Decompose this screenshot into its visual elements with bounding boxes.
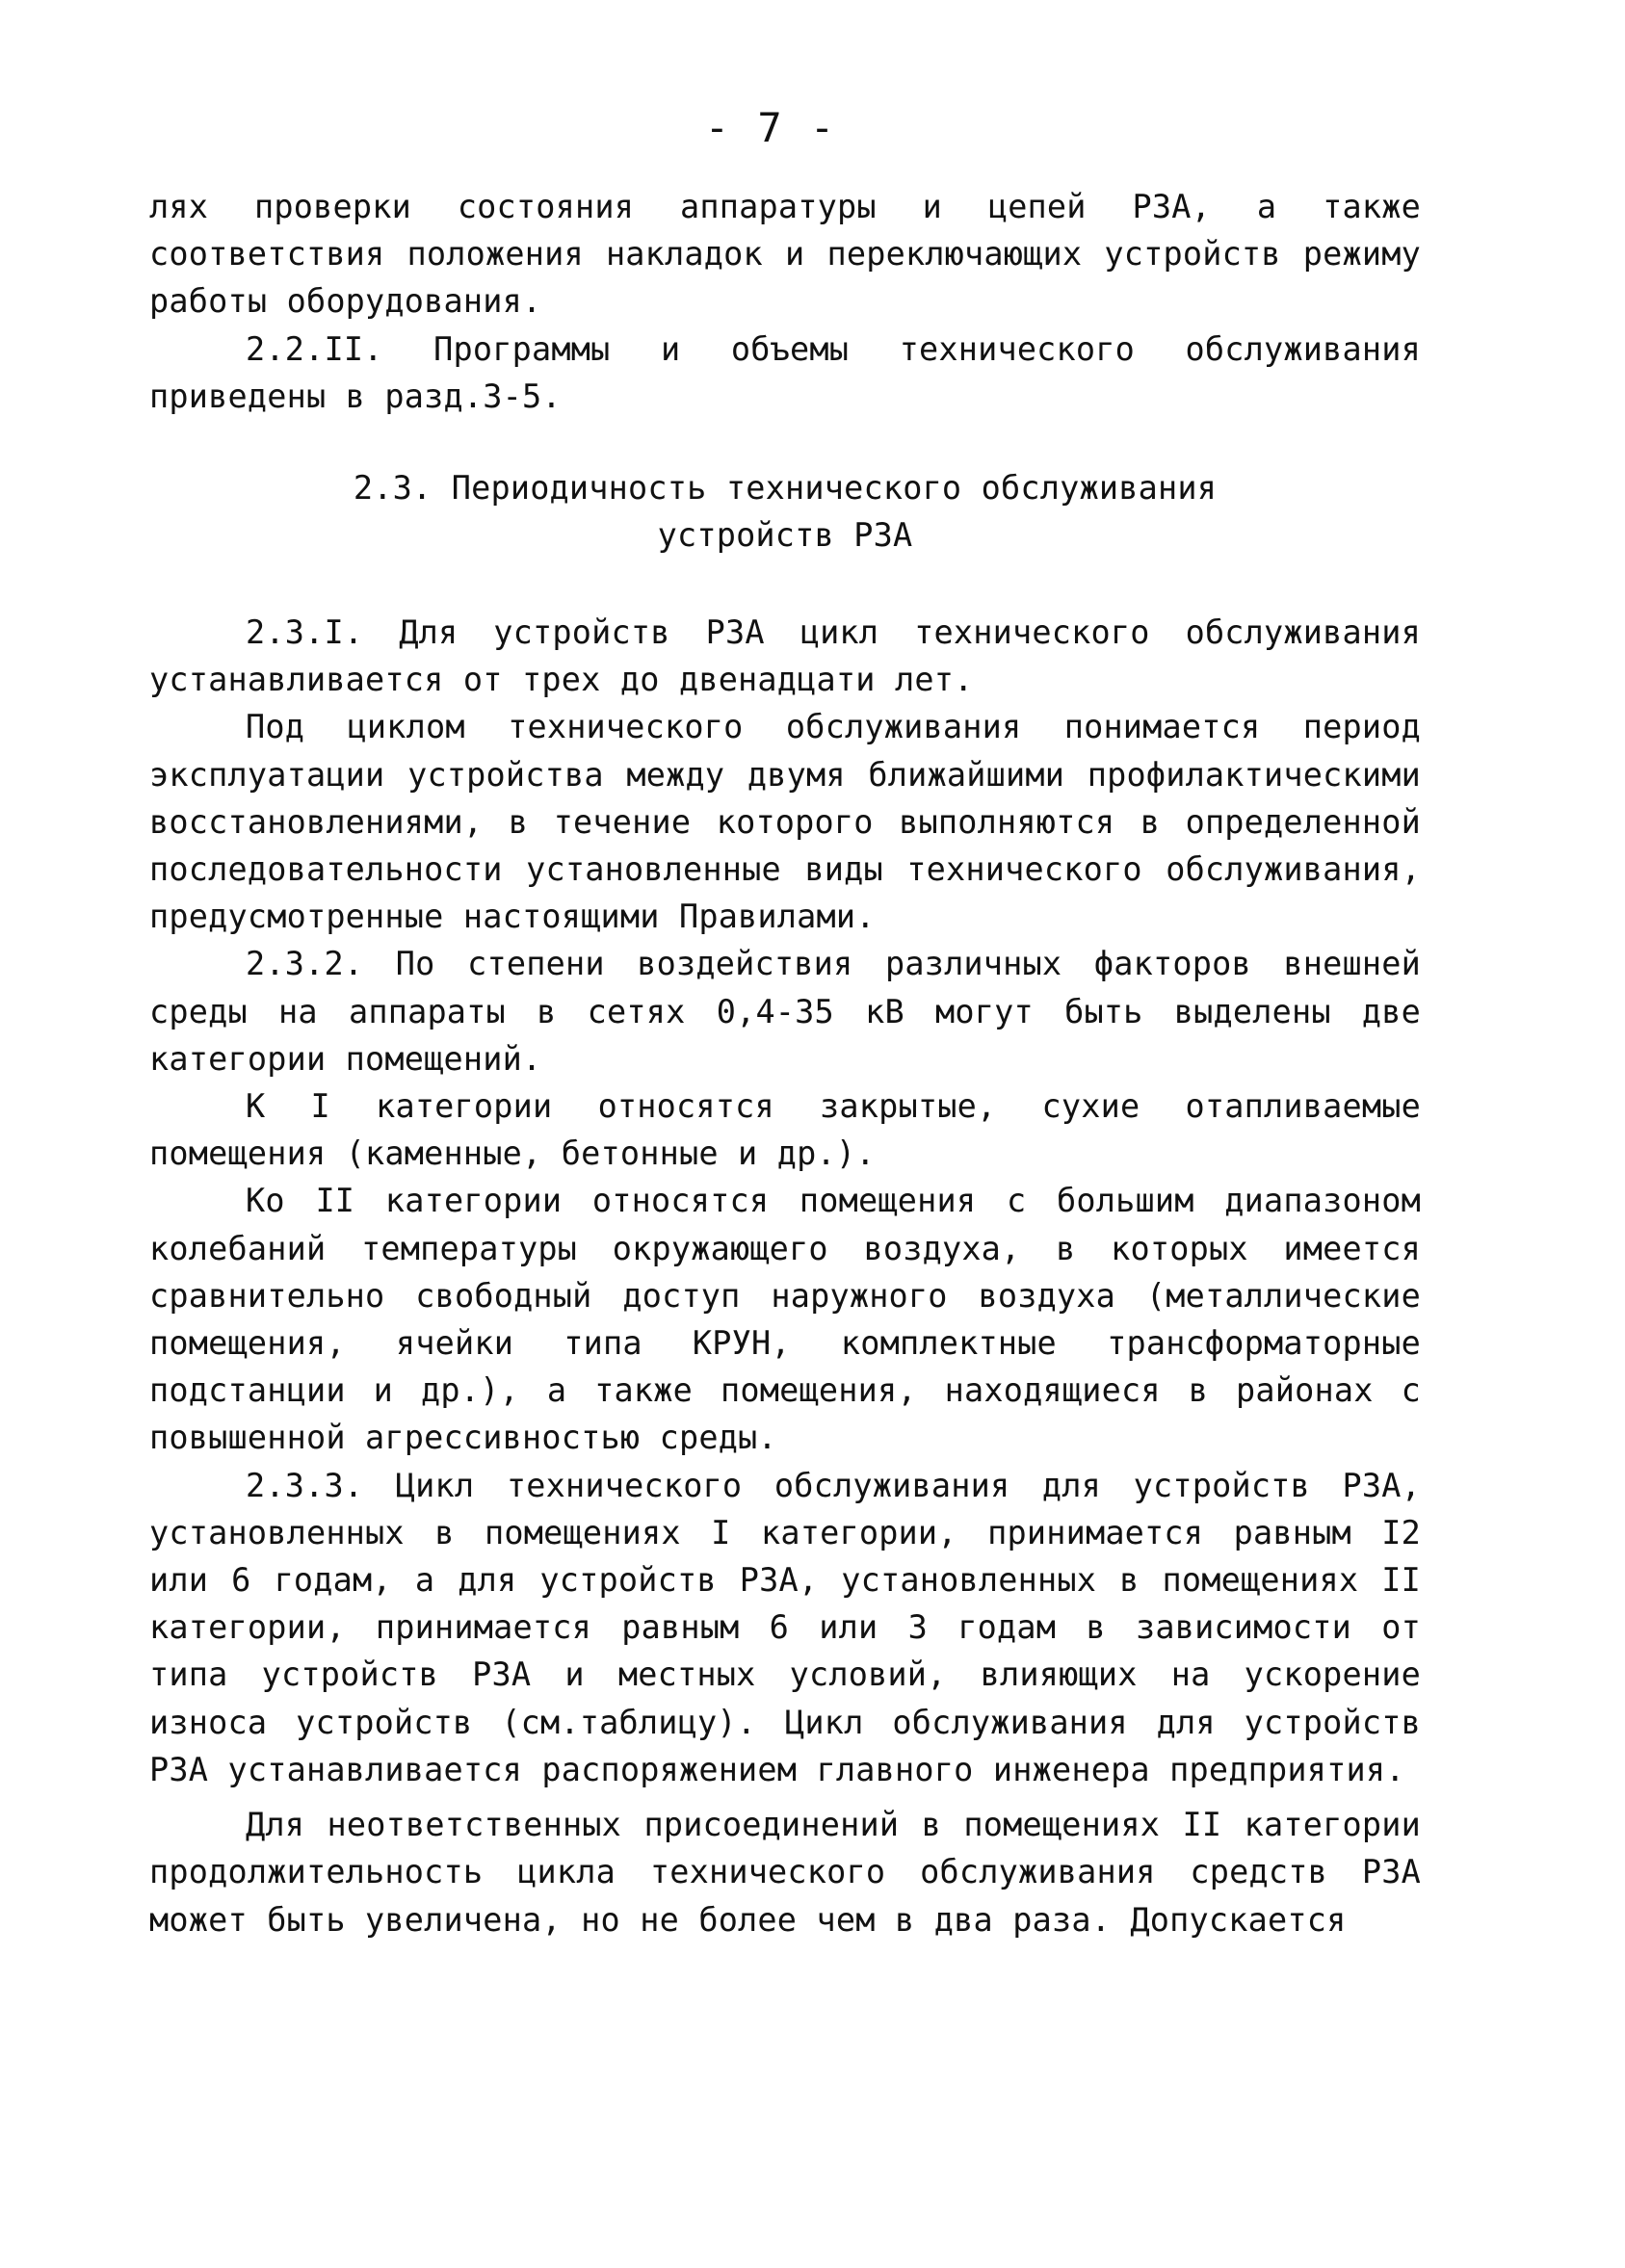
page-number: - 7 - — [704, 104, 837, 151]
section-heading-line-1: 2.3. Периодичность технического обслуживания — [353, 469, 1218, 508]
section-heading-2-3 — [149, 464, 1421, 559]
paragraph-2-3-3: 2.3.3. Цикл технического обслуживания для устройств РЗА, установленных в помещениях I категории, принимается равным I2 или 6 годам, а для устройств РЗА, установленных в помещениях II категории, принимается равным 6 или 3 годам в зависимости от типа устройств РЗА и местных условий, влияющих на ускорение износа устройств (см.таблицу). Цикл обслуживания для устройств РЗА устанавливается распоряжением главного инженера предприятия. — [149, 1466, 1421, 1788]
paragraph-category-2: Ко II категории относятся помещения с большим диапазоном колебаний температуры окружающего воздуха, в которых имеется сравнительно свободный доступ наружного воздуха (металлические помещения, ячейки типа КРУН, комплектные трансформаторные подстанции и др.), а также помещения, находящиеся в районах с повышенной агрессивностью среды. — [149, 1182, 1421, 1457]
paragraph-maintenance-cycle-definition: Под циклом технического обслуживания понимается период эксплуатации устройства между двумя ближайшими профилактическими восстановлениями, в течение которого выполняются в определенной последовательности установленные виды технического обслуживания, предусмотренные настоящими Правилами. — [149, 708, 1421, 936]
section-heading-line-2: устройств РЗА — [657, 516, 913, 555]
paragraph-non-critical-connections: Для неответственных присоединений в помещениях II категории продолжительность цикла технического обслуживания средств РЗА может быть увеличена, но не более чем в два раза. Допускается — [149, 1806, 1421, 1939]
paragraph-2-3-2: 2.3.2. По степени воздействия различных факторов внешней среды на аппараты в сетях 0,4-35 кВ могут быть выделены две категории помещений. — [149, 945, 1421, 1078]
paragraph-2-3-1: 2.3.I. Для устройств РЗА цикл технического обслуживания устанавливается от трех до двенадцати лет. — [149, 613, 1421, 699]
paragraph-continuation: лях проверки состояния аппаратуры и цепей РЗА, а также соответствия положения накладок и переключающих устройств режиму работы оборудования. — [149, 188, 1421, 321]
paragraph-category-1: К I категории относятся закрытые, сухие отапливаемые помещения (каменные, бетонные и др.). — [149, 1087, 1421, 1173]
paragraph-2-2-11: 2.2.II. Программы и объемы технического обслуживания приведены в разд.3-5. — [149, 329, 1421, 415]
document-body — [149, 183, 1421, 1943]
